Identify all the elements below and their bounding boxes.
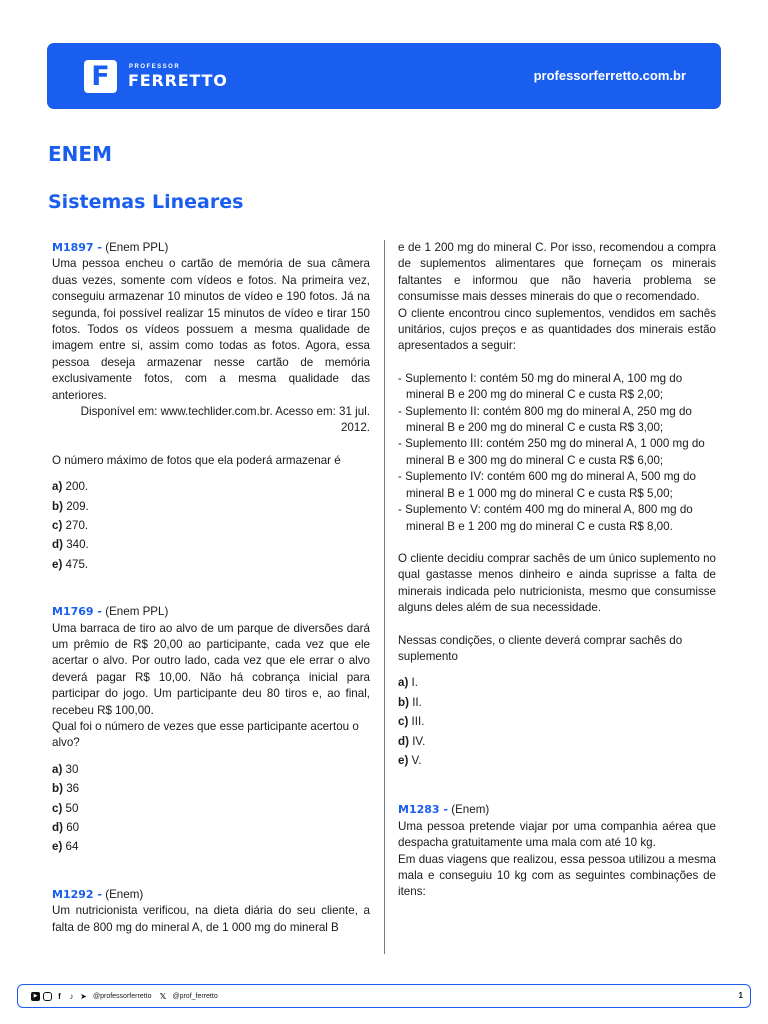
- option-b[interactable]: b) II.: [398, 695, 422, 709]
- question-text: Um nutricionista verificou, na dieta diária do seu cliente, a falta de 800 mg do mineral A, de 1 000 mg do mineral B: [52, 904, 370, 934]
- option-e[interactable]: e) V.: [398, 753, 422, 767]
- question-text: Uma pessoa pretende viajar por uma companhia aérea que despacha gratuitamente uma mala com até 10 kg.: [398, 819, 716, 850]
- list-item: - Suplemento III: contém 250 mg do mineral A, 1 000 mg do mineral B e 300 mg do mineral C e custa R$ 6,00;: [398, 437, 705, 467]
- logo-subtitle: PROFESSOR: [129, 64, 181, 70]
- options-list: [52, 760, 370, 857]
- option-c[interactable]: c) III.: [398, 715, 425, 729]
- option-c[interactable]: c) 270.: [52, 519, 89, 533]
- question-text: O cliente encontrou cinco suplementos, vendidos em sachês unitários, cujos preços e as quantidades dos minerais estão apresentados a seguir:: [398, 306, 716, 353]
- question-code: M1769 -: [52, 605, 102, 619]
- footer-bar: [17, 984, 751, 1008]
- question-prompt: Nessas condições, o cliente deverá comprar sachês do suplemento: [398, 633, 683, 663]
- header-banner: [47, 43, 721, 109]
- question-prompt: O número máximo de fotos que ela poderá armazenar é: [52, 453, 341, 467]
- option-c[interactable]: c) 50: [52, 801, 79, 815]
- question-code: M1283 -: [398, 803, 448, 817]
- left-column: [52, 240, 370, 936]
- telegram-icon[interactable]: ➤: [80, 992, 87, 1001]
- exam-title: ENEM: [48, 142, 112, 166]
- youtube-icon[interactable]: ▶: [31, 992, 40, 1001]
- site-link[interactable]: professorferretto.com.br: [533, 68, 686, 83]
- question-text: Uma pessoa encheu o cartão de memória de sua câmera duas vezes, somente com vídeos e fotos. Na primeira vez, conseguiu armazenar 10 minutos de vídeo e 190 fotos. Já na segunda, foi possível realizar 15 minutos de vídeo e tirar 150 fotos. Todos os vídeos possuem a mesma qualidade de imagem entre si, assim como todas as fotos. Agora, essa pessoa deseja armazenar nesse cartão de memória exclusivamente fotos, com a mesma qualidade das anteriores.: [52, 257, 370, 402]
- option-e[interactable]: e) 475.: [52, 557, 89, 571]
- options-list: [398, 673, 716, 770]
- right-column: [398, 240, 716, 901]
- question-code: M1897 -: [52, 241, 102, 254]
- question-text: O cliente decidiu comprar sachês de um único suplemento no qual gastasse menos dinheiro e ainda suprisse a falta de minerais indicada pelo nutricionista, mesmo que consumisse alguns deles além de sua necessidade.: [398, 551, 716, 615]
- option-d[interactable]: d) 340.: [52, 538, 89, 552]
- facebook-icon[interactable]: f: [58, 992, 61, 1001]
- question-source: (Enem PPL): [105, 241, 169, 254]
- instagram-icon[interactable]: [43, 992, 52, 1001]
- list-item: - Suplemento I: contém 50 mg do mineral A, 100 mg do mineral B e 200 mg do mineral C e custa R$ 2,00;: [398, 371, 683, 402]
- question-code: M1292 -: [52, 887, 102, 901]
- option-a[interactable]: a) I.: [398, 676, 418, 690]
- list-item: - Suplemento II: contém 800 mg do mineral A, 250 mg do mineral B e 200 mg do mineral C e custa R$ 3,00;: [398, 404, 692, 435]
- option-a[interactable]: a) 200.: [52, 480, 89, 494]
- question-header: [52, 240, 370, 256]
- option-a[interactable]: a) 30: [52, 762, 79, 776]
- logo-icon: F: [84, 60, 117, 93]
- option-b[interactable]: b) 36: [52, 782, 80, 796]
- question-source: (Enem PPL): [105, 605, 169, 619]
- question-source: (Enem): [105, 887, 144, 901]
- option-b[interactable]: b) 209.: [52, 499, 89, 513]
- question-text: Em duas viagens que realizou, essa pessoa utilizou a mesma mala e conseguiu 10 kg com as seguintes combinações de itens:: [398, 852, 716, 899]
- social-handle[interactable]: @professorferretto: [93, 993, 152, 1000]
- supplements-list: [398, 371, 716, 535]
- list-item: - Suplemento V: contém 400 mg do mineral A, 800 mg do mineral B e 1 200 mg do mineral C e custa R$ 8,00.: [398, 503, 693, 533]
- question-text: e de 1 200 mg do mineral C. Por isso, recomendou a compra de suplementos alimentares que forneçam os minerais faltantes e informou que não haveria problema se consumisse mais desses minerais do que o recomendado.: [398, 241, 716, 304]
- social-handle[interactable]: @prof_ferretto: [172, 993, 218, 1000]
- question-citation: Disponível em: www.techlider.com.br. Acesso em: 31 jul. 2012.: [80, 405, 370, 435]
- options-list: [52, 477, 370, 574]
- question-header: [52, 887, 370, 903]
- question-prompt: Qual foi o número de vezes que esse participante acertou o alvo?: [52, 720, 359, 750]
- option-d[interactable]: d) 60: [52, 821, 80, 835]
- option-e[interactable]: e) 64: [52, 840, 79, 854]
- topic-title: Sistemas Lineares: [48, 191, 244, 213]
- option-d[interactable]: d) IV.: [398, 734, 426, 748]
- x-icon[interactable]: 𝕏: [159, 992, 167, 1001]
- page-number: 1: [738, 991, 743, 1000]
- question-source: (Enem): [451, 803, 490, 817]
- column-divider: [384, 240, 385, 954]
- question-header: [52, 604, 370, 620]
- question-header: [398, 802, 716, 818]
- logo-name: FERRETTO: [128, 71, 228, 90]
- social-links: [31, 991, 222, 1002]
- tiktok-icon[interactable]: ♪: [69, 992, 74, 1001]
- list-item: - Suplemento IV: contém 600 mg do mineral A, 500 mg do mineral B e 1 000 mg do mineral C e custa R$ 5,00;: [398, 470, 696, 500]
- question-text: Uma barraca de tiro ao alvo de um parque de diversões dará um prêmio de R$ 20,00 ao participante, cada vez que ele acertar o alvo. Por outro lado, cada vez que ele errar o alvo deverá pagar R$ 10,00. Não há cobrança inicial para participar do jogo. Um participante deu 80 tiros e, ao final, recebeu R$ 100,00.: [52, 621, 370, 717]
